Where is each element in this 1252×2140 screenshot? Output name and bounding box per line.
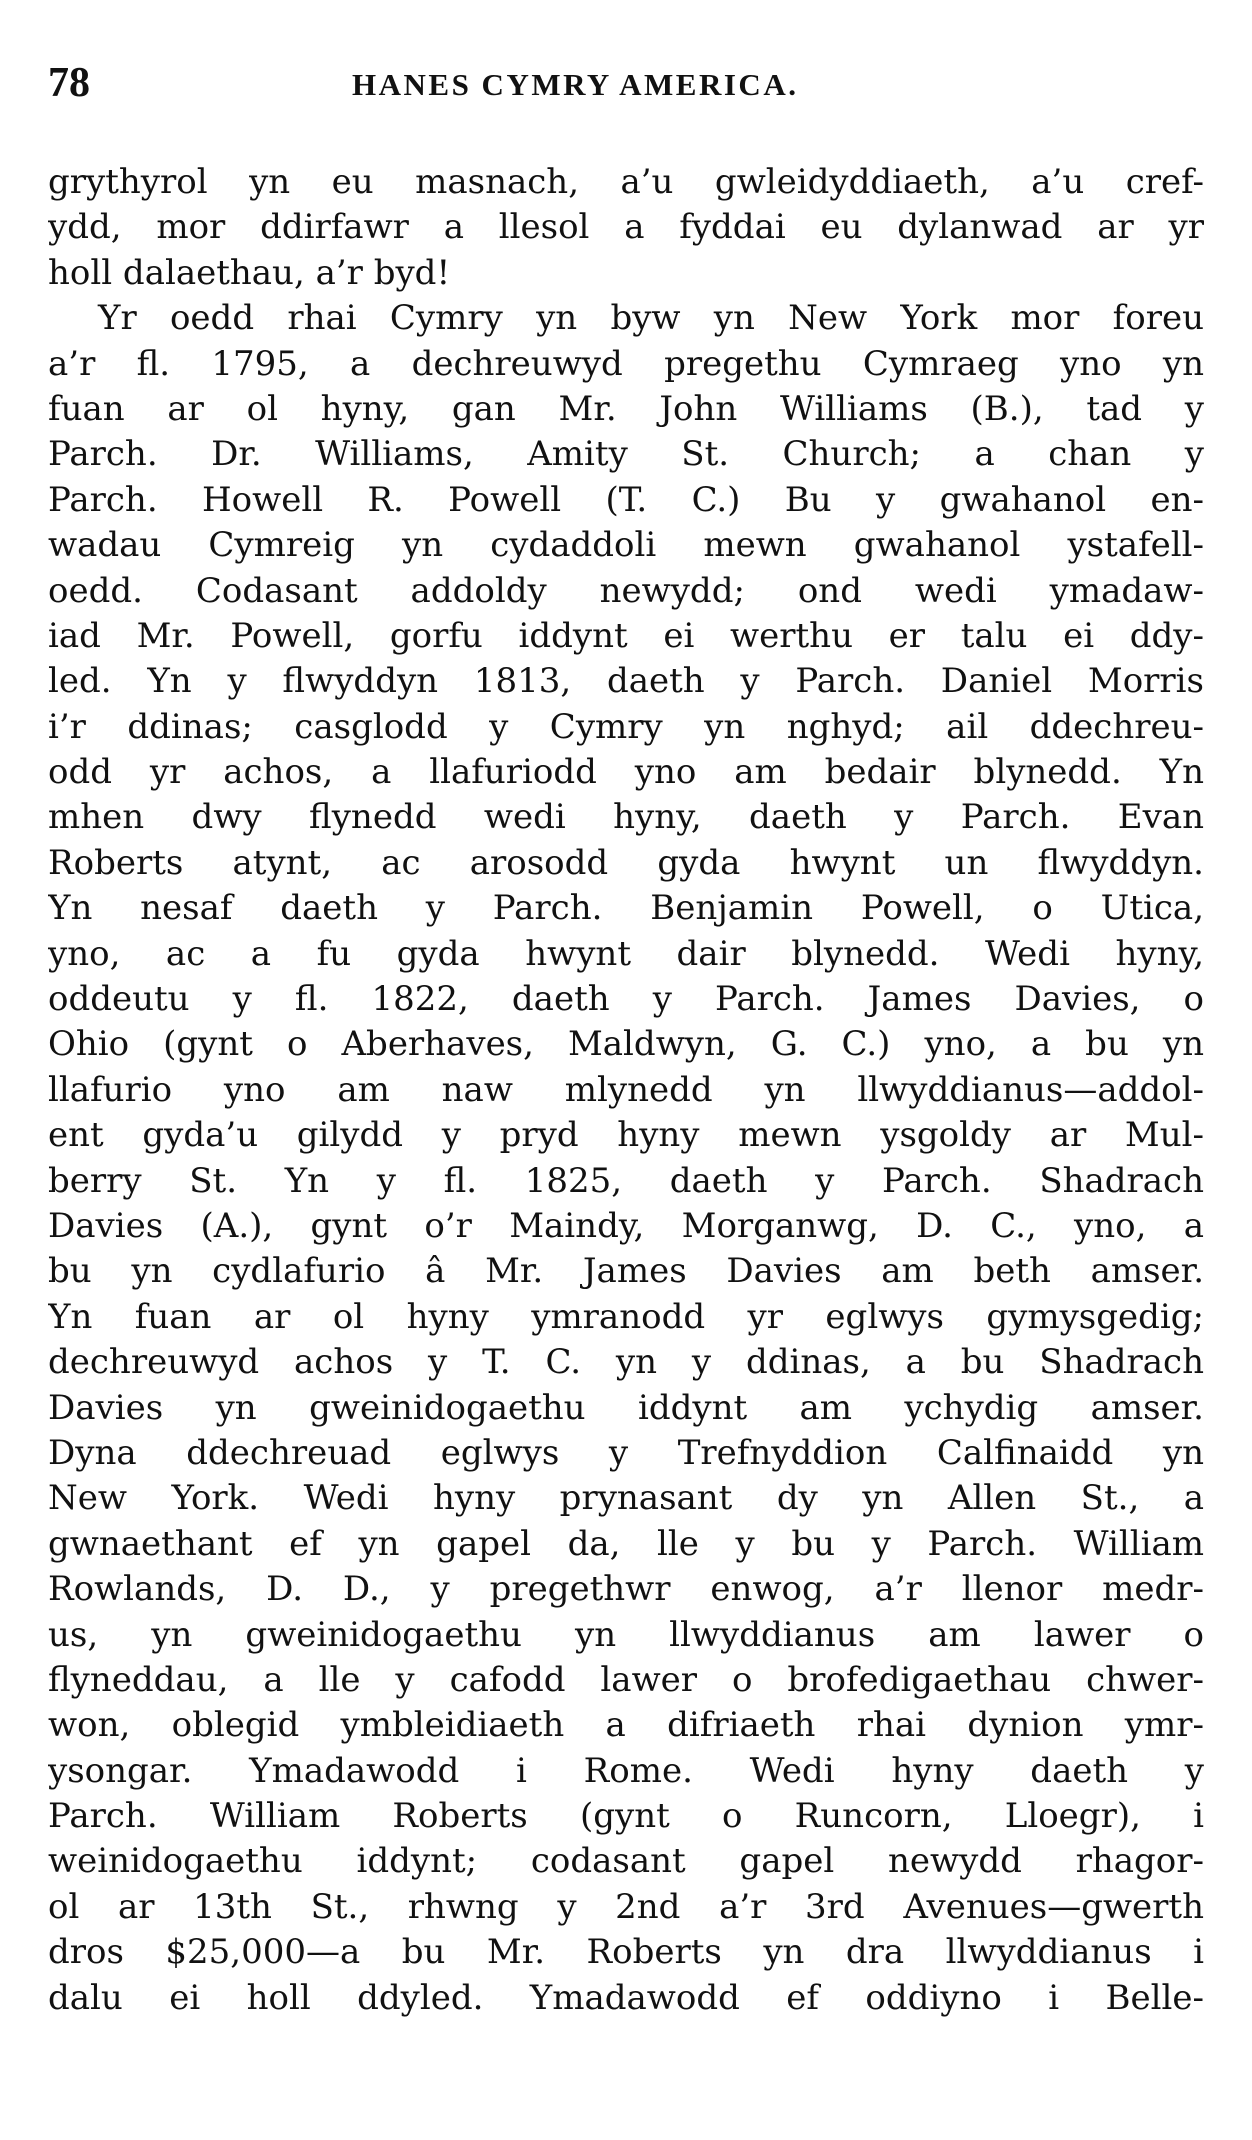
text-line: Parch. William Roberts (gynt o Runcorn, Lloegr), i — [48, 1796, 1204, 1837]
text-line: dechreuwyd achos y T. C. yn y ddinas, a bu Shadrach — [48, 1342, 1204, 1383]
text-line: wadau Cymreig yn cydaddoli mewn gwahanol ystafell- — [48, 525, 1204, 566]
text-line: oedd. Codasant addoldy newydd; ond wedi ymadaw- — [48, 570, 1204, 611]
text-line: fuan ar ol hyny, gan Mr. John Williams (B.), tad y — [48, 388, 1204, 429]
text-line: ol ar 13th St., rhwng y 2nd a’r 3rd Avenues—gwerth — [48, 1886, 1204, 1927]
text-line: Yn fuan ar ol hyny ymranodd yr eglwys gymysgedig; — [48, 1296, 1204, 1337]
text-line: holl dalaethau, a’r byd! — [48, 252, 451, 293]
text-line: Dyna ddechreuad eglwys y Trefnyddion Calfinaidd yn — [48, 1432, 1204, 1473]
running-head — [48, 58, 1200, 108]
text-line: weinidogaethu iddynt; codasant gapel newydd rhagor- — [48, 1841, 1204, 1882]
text-line: iad Mr. Powell, gorfu iddynt ei werthu er talu ei ddy- — [48, 615, 1204, 656]
text-line: Parch. Howell R. Powell (T. C.) Bu y gwahanol en- — [48, 479, 1204, 520]
text-line: a’r fl. 1795, a dechreuwyd pregethu Cymraeg yno yn — [48, 343, 1204, 384]
text-line: Davies (A.), gynt o’r Maindy, Morganwg, D. C., yno, a — [48, 1205, 1204, 1246]
text-line: bu yn cydlafurio â Mr. James Davies am beth amser. — [48, 1251, 1204, 1292]
text-line: led. Yn y flwyddyn 1813, daeth y Parch. Daniel Morris — [48, 661, 1204, 702]
text-line: mhen dwy flynedd wedi hyny, daeth y Parch. Evan — [48, 797, 1204, 838]
text-line: won, oblegid ymbleidiaeth a difriaeth rhai dynion ymr- — [48, 1705, 1204, 1746]
text-line: oddeutu y fl. 1822, daeth y Parch. James Davies, o — [48, 979, 1204, 1020]
text-line: New York. Wedi hyny prynasant dy yn Allen St., a — [48, 1478, 1204, 1519]
text-line: dros $25,000—a bu Mr. Roberts yn dra llwyddianus i — [48, 1932, 1204, 1973]
page-number: 78 — [48, 60, 90, 106]
text-line: grythyrol yn eu masnach, a’u gwleidyddiaeth, a’u cref- — [48, 162, 1204, 202]
text-line: yno, ac a fu gyda hwynt dair blynedd. Wedi hyny, — [48, 933, 1204, 974]
text-line: llafurio yno am naw mlynedd yn llwyddianus—addol- — [48, 1069, 1204, 1110]
text-line: odd yr achos, a llafuriodd yno am bedair blynedd. Yn — [48, 752, 1204, 793]
text-line: berry St. Yn y fl. 1825, daeth y Parch. Shadrach — [48, 1160, 1204, 1201]
text-line: ydd, mor ddirfawr a llesol a fyddai eu dylanwad ar yr — [48, 207, 1204, 248]
text-line: flyneddau, a lle y cafodd lawer o brofedigaethau chwer- — [48, 1659, 1204, 1700]
paragraph-first-line: Yr oedd rhai Cymry yn byw yn New York mor foreu — [98, 298, 1204, 339]
text-line: us, yn gweinidogaethu yn llwyddianus am lawer o — [48, 1614, 1204, 1655]
text-line: gwnaethant ef yn gapel da, lle y bu y Parch. William — [48, 1523, 1204, 1564]
text-line: ent gyda’u gilydd y pryd hyny mewn ysgoldy ar Mul- — [48, 1115, 1204, 1156]
text-line: Parch. Dr. Williams, Amity St. Church; a chan y — [48, 434, 1204, 475]
text-line: i’r ddinas; casglodd y Cymry yn nghyd; ail ddechreu- — [48, 706, 1204, 747]
text-line: Rowlands, D. D., y pregethwr enwog, a’r llenor medr- — [48, 1569, 1204, 1610]
text-line: dalu ei holl ddyled. Ymadawodd ef oddiyno i Belle- — [48, 1977, 1204, 2018]
text-line: Davies yn gweinidogaethu iddynt am ychydig amser. — [48, 1387, 1204, 1428]
body-text — [48, 160, 1204, 2021]
text-line: Ohio (gynt o Aberhaves, Maldwyn, G. C.) yno, a bu yn — [48, 1024, 1204, 1065]
text-line: Roberts atynt, ac arosodd gyda hwynt un flwyddyn. — [48, 842, 1204, 883]
text-line: Yn nesaf daeth y Parch. Benjamin Powell, o Utica, — [48, 888, 1204, 929]
running-title: HANES CYMRY AMERICA. — [352, 67, 799, 102]
text-line: ysongar. Ymadawodd i Rome. Wedi hyny daeth y — [48, 1750, 1204, 1791]
